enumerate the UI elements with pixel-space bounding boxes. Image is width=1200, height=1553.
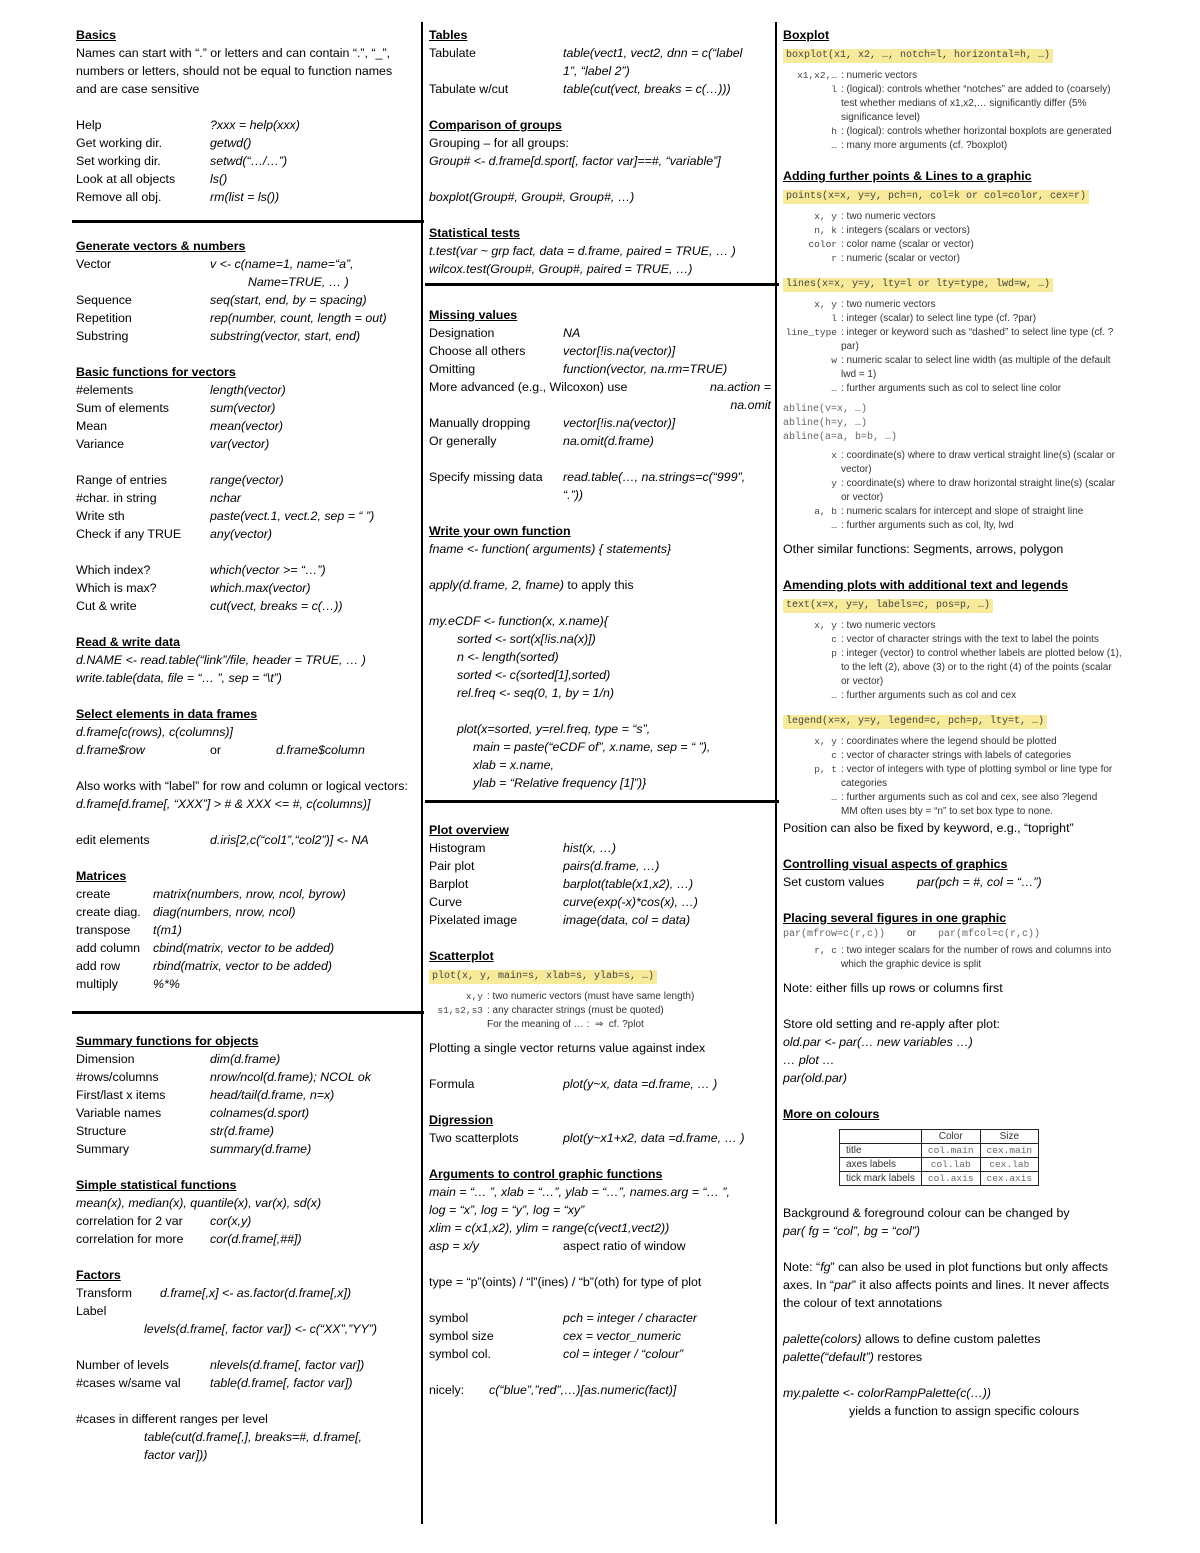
row-paste: Write sth paste(vect.1, vect.2, sep = “ ”) — [76, 509, 375, 523]
code-restore-par: par(old.par) — [783, 1071, 848, 1085]
section-comparison — [429, 116, 771, 206]
row-rm: Remove all obj. rm(list = ls()) — [76, 190, 280, 204]
section-boxplot — [783, 26, 1123, 153]
column-1 — [76, 26, 416, 1524]
column-3 — [783, 26, 1123, 1524]
heading-select-elements: Select elements in data frames — [76, 707, 258, 721]
row-sum: Sum of elements sum(vector) — [76, 401, 276, 415]
row-asp: asp = x/y aspect ratio of window — [429, 1239, 686, 1253]
row-two-scatter: Two scatterplots plot(y~x1+x2, data =d.frame, … ) — [429, 1131, 745, 1145]
section-visual-aspects — [783, 855, 1123, 891]
row-transpose: transpose t(m1) — [76, 923, 182, 937]
section-statistical-functions — [76, 1176, 416, 1248]
code-ecdf-9: ylab = “Relative frequency [1]”)} — [473, 776, 647, 790]
column-2 — [429, 26, 771, 1524]
row-image: Pixelated image image(data, col = data) — [429, 913, 691, 927]
points-signature: points(x=x, y=y, pch=n, col=k or col=color, cex=r) — [783, 190, 1089, 204]
text-signature: text(x=x, y=y, labels=c, pos=p, …) — [783, 599, 993, 613]
row-multiply: multiply %*% — [76, 977, 180, 991]
section-factors — [76, 1266, 416, 1464]
heading-factors: Factors — [76, 1268, 121, 1282]
section-points-lines — [783, 167, 1123, 558]
section-digression — [429, 1111, 771, 1147]
text-args: x, y : two numeric vectors c : vector of character strings with the text to label the points p : integer (vector) to control whether labels are plotted below (1), to the left (2), above (3) or to the right (4) of the points (scalar or vector) … : further arguments such as col and cex — [814, 620, 1125, 701]
heading-visual-aspects: Controlling visual aspects of graphics — [783, 857, 1008, 871]
type-line: type = “p”(oints) / “l”(ines) / “b”(oth) for type of plot — [429, 1275, 702, 1289]
abline-args: x : coordinate(s) where to draw vertical straight line(s) (scalar or vector) y : coordinate(s) where to draw horizontal straight line(s) (scalar or vector) a, b : numeric scalars for intercept and slope of straight line … : further arguments such as col, lty, lwd — [814, 450, 1118, 531]
row-symbol: symbol pch = integer / character — [429, 1311, 697, 1325]
row-ls: Look at all objects ls() — [76, 172, 228, 186]
column-divider-2 — [775, 22, 777, 1524]
heading-points-lines: Adding further points & Lines to a graphic — [783, 169, 1032, 183]
row-length: #elements length(vector) — [76, 383, 286, 397]
code-ecdf-7: main = paste(“eCDF of”, x.name, sep = “ ”), — [473, 740, 711, 754]
mfrow-args: r, c : two integer scalars for the number of rows and columns into which the graphic device is split — [814, 945, 1114, 970]
fg-note: Note: “fg” can also be used in plot functions but only affects axes. In “par” it also affects points and lines. It never affects the colour of text annotations — [783, 1260, 1110, 1310]
code-write-table: write.table(data, file = “… ”, sep = “\t”) — [76, 671, 282, 685]
row-setwd: Set working dir. setwd(“…/…”) — [76, 154, 288, 168]
row-designation: Designation NA — [429, 326, 581, 340]
divider — [72, 220, 424, 223]
row-choose-others: Choose all others vector[!is.na(vector)] — [429, 344, 676, 358]
section-tests — [429, 224, 771, 278]
divider — [72, 1011, 424, 1014]
row-table-factor: #cases w/same val table(d.frame[, factor var]) — [76, 1376, 353, 1390]
code-color-ramp: my.palette <- colorRampPalette(c(…)) — [783, 1386, 992, 1400]
section-select-elements — [76, 705, 416, 849]
row-nicely: nicely: c(“blue”,”red”,…)[as.numeric(fact)] — [429, 1383, 677, 1397]
section-plot-overview — [429, 821, 771, 929]
heading-basic-functions: Basic functions for vectors — [76, 365, 236, 379]
code-wilcox: wilcox.test(Group#, Group#, paired = TRUE, …) — [429, 262, 693, 276]
position-note: Position can also be fixed by keyword, e.g., “topright” — [783, 821, 1074, 835]
fill-order-note: Note: either fills up rows or columns first — [783, 981, 1003, 995]
legend-signature: legend(x=x, y=y, legend=c, pch=p, lty=t, …) — [783, 715, 1047, 729]
heading-tests: Statistical tests — [429, 226, 520, 240]
heading-several-figures: Placing several figures in one graphic — [783, 911, 1007, 925]
row-repetition: Repetition rep(number, count, length = out) — [76, 311, 387, 325]
heading-basics: Basics — [76, 28, 116, 42]
code-cases-ranges: table(cut(d.frame[,], breaks=#, d.frame[, factor var])) — [144, 1430, 362, 1462]
row-which: Which index? which(vector >= “…”) — [76, 563, 326, 577]
heading-graphic-arguments: Arguments to control graphic functions — [429, 1167, 663, 1181]
code-logical-select: d.frame[d.frame[, “XXX”] > # & XXX <= #, c(columns)] — [76, 797, 371, 811]
row-head: First/last x items head/tail(d.frame, n=x) — [76, 1088, 335, 1102]
heading-boxplot: Boxplot — [783, 28, 830, 42]
row-which-max: Which is max? which.max(vector) — [76, 581, 311, 595]
row-rbind: add row rbind(matrix, vector to be added) — [76, 959, 333, 973]
row-dim: Dimension dim(d.frame) — [76, 1052, 281, 1066]
cases-ranges-label: #cases in different ranges per level — [76, 1412, 268, 1426]
store-settings-label: Store old setting and re-apply after plot: — [783, 1017, 1000, 1031]
section-matrices — [76, 867, 416, 993]
code-boxplot-groups: boxplot(Group#, Group#, Group#, …) — [429, 190, 635, 204]
row-tabulate: Tabulate table(vect1, vect2, dnn = c(“label 1”, “label 2”) — [429, 46, 743, 78]
legend-args: x, y : coordinates where the legend should be plotted c : vector of character strings with labels of categories p, t : vector of integers with type of plotting symbol or line type for categories … : further arguments such as col and cex, see also ?legend MM often uses bty = “n” to set box type to none. — [814, 736, 1116, 817]
row-specify-missing: Specify missing data read.table(…, na.strings=c(“999”, “.”)) — [429, 470, 746, 502]
row-pairs: Pair plot pairs(d.frame, …) — [429, 859, 660, 873]
row-nrow: #rows/columns nrow/ncol(d.frame); NCOL ok — [76, 1070, 371, 1084]
code-lim: xlim = c(x1,x2), ylim = range(c(vect1,vect2)) — [429, 1221, 670, 1235]
row-set-custom: Set custom values par(pch = #, col = “…”) — [783, 875, 1042, 889]
section-graphic-arguments — [429, 1165, 771, 1399]
section-amending-plots — [783, 576, 1123, 837]
row-str: Structure str(d.frame) — [76, 1124, 275, 1138]
code-levels: levels(d.frame[, factor var]) <- c(“XX”,”YY”) — [144, 1322, 378, 1336]
heading-tables: Tables — [429, 28, 468, 42]
row-formula: Formula plot(y~x, data =d.frame, … ) — [429, 1077, 718, 1091]
row-any: Check if any TRUE any(vector) — [76, 527, 272, 541]
code-ecdf-8: xlab = x.name, — [473, 758, 554, 772]
code-basic-stats: mean(x), median(x), quantile(x), var(x), sd(x) — [76, 1196, 322, 1210]
abline-signatures: abline(v=x, …) abline(h=y, …) abline(a=a, b=b, …) — [783, 404, 898, 443]
heading-amending-plots: Amending plots with additional text and legends — [783, 578, 1068, 592]
single-vector-note: Plotting a single vector returns value against index — [429, 1041, 706, 1055]
row-mean: Mean mean(vector) — [76, 419, 283, 433]
row-nchar: #char. in string nchar — [76, 491, 241, 505]
other-functions-note: Other similar functions: Segments, arrows, polygon — [783, 542, 1064, 556]
boxplot-signature: boxplot(x1, x2, …, notch=l, horizontal=h, …) — [783, 49, 1053, 63]
code-ecdf-5: rel.freq <- seq(0, 1, by = 1/n) — [457, 686, 615, 700]
row-manual-drop: Manually dropping vector[!is.na(vector)] — [429, 416, 676, 430]
section-basic-functions — [76, 363, 416, 615]
section-own-function — [429, 522, 771, 792]
row-colnames: Variable names colnames(d.sport) — [76, 1106, 310, 1120]
row-omitting: Omitting function(vector, na.rm=TRUE) — [429, 362, 728, 376]
divider — [425, 283, 779, 286]
heading-summary-functions: Summary functions for objects — [76, 1034, 259, 1048]
heading-statistical-functions: Simple statistical functions — [76, 1178, 237, 1192]
row-getwd: Get working dir. getwd() — [76, 136, 252, 150]
row-range: Range of entries range(vector) — [76, 473, 284, 487]
heading-plot-overview: Plot overview — [429, 823, 509, 837]
background-foreground-note: Background & foreground colour can be changed by — [783, 1206, 1070, 1220]
palette-default-line: palette(“default”) restores — [783, 1350, 923, 1364]
code-t-test: t.test(var ~ grp fact, data = d.frame, paired = TRUE, … ) — [429, 244, 736, 258]
label-label: Label — [76, 1304, 107, 1318]
heading-matrices: Matrices — [76, 869, 127, 883]
code-select-rows-cols: d.frame[c(rows), c(columns)] — [76, 725, 233, 739]
heading-digression: Digression — [429, 1113, 494, 1127]
row-curve: Curve curve(exp(-x)*cos(x), …) — [429, 895, 698, 909]
section-read-write — [76, 633, 416, 687]
row-generally: Or generally na.omit(d.frame) — [429, 434, 654, 448]
color-ramp-note: yields a function to assign specific colours — [849, 1404, 1080, 1418]
row-cut: Cut & write cut(vect, breaks = c(…)) — [76, 599, 343, 613]
colour-size-table: Color Size title col.main cex.main axes labels col.lab cex.lab tick mark labels col.axis cex.axis — [839, 1129, 1039, 1186]
code-grouping: Group# <- d.frame[d.sport[, factor var]==#, “variable”] — [429, 154, 721, 168]
apply-line: apply(d.frame, 2, fname) to apply this — [429, 578, 634, 592]
section-scatterplot — [429, 947, 771, 1093]
code-old-par: old.par <- par(… new variables …) — [783, 1035, 973, 1049]
grouping-label: Grouping – for all groups: — [429, 136, 569, 150]
section-summary-functions — [76, 1032, 416, 1158]
row-cbind: add column cbind(matrix, vector to be added) — [76, 941, 335, 955]
code-read-table: d.NAME <- read.table(“link”/file, header = TRUE, … ) — [76, 653, 366, 667]
row-summary: Summary summary(d.frame) — [76, 1142, 312, 1156]
section-tables — [429, 26, 771, 98]
row-symbol-col: symbol col. col = integer / “colour” — [429, 1347, 684, 1361]
code-labels: main = “… ”, xlab = “…”, ylab = “…”, names.arg = “… ”, — [429, 1185, 730, 1199]
code-ecdf-1: my.eCDF <- function(x, x.name){ — [429, 614, 608, 628]
heading-missing-values: Missing values — [429, 308, 518, 322]
row-edit-elements: edit elements d.iris[2,c(“col1”,“col2”)] <- NA — [76, 833, 369, 847]
section-generate-vectors — [76, 237, 416, 345]
row-hist: Histogram hist(x, …) — [429, 841, 617, 855]
scatterplot-signature: plot(x, y, main=s, xlab=s, ylab=s, …) — [429, 970, 657, 984]
row-cormore: correlation for more cor(d.frame[,##]) — [76, 1232, 302, 1246]
heading-generate-vectors: Generate vectors & numbers — [76, 239, 246, 253]
row-substring: Substring substring(vector, start, end) — [76, 329, 361, 343]
row-matrix: create matrix(numbers, nrow, ncol, byrow) — [76, 887, 346, 901]
section-basics — [76, 26, 416, 206]
row-vector: Vector v <- c(name=1, name=“a”, Name=TRUE, … ) — [76, 257, 354, 289]
row-barplot: Barplot barplot(table(x1,x2), …) — [429, 877, 694, 891]
column-divider-1 — [421, 22, 423, 1524]
basics-description: Names can start with “.” or letters and can contain “.”, “_”, numbers or letters, should not be equal to function names and are case sensitive — [76, 46, 393, 96]
code-ecdf-2: sorted <- sort(x[!is.na(x)]) — [457, 632, 596, 646]
heading-read-write: Read & write data — [76, 635, 180, 649]
code-ecdf-3: n <- length(sorted) — [457, 650, 559, 664]
boxplot-args: x1,x2,… : numeric vectors l : (logical): controls whether “notches” are added to (coarsely) test whether medians of x1,x2,… significantly differ (5% significance level) h : (logical): controls whether horizontal boxplots are generated … : many more arguments (cf. ?boxplot) — [797, 70, 1114, 151]
row-nlevels: Number of levels nlevels(d.frame[, factor var]) — [76, 1358, 365, 1372]
code-plot: … plot … — [783, 1053, 835, 1067]
heading-own-function: Write your own function — [429, 524, 571, 538]
code-log: log = “x”, log = “y”, log = “xy” — [429, 1203, 585, 1217]
code-ecdf-4: sorted <- c(sorted[1],sorted) — [457, 668, 611, 682]
row-tabulate-cut: Tabulate w/cut table(cut(vect, breaks = c(…))) — [429, 82, 731, 96]
row-help: Help ?xxx = help(xxx) — [76, 118, 300, 132]
select-logical-note: Also works with “label” for row and column or logical vectors: — [76, 779, 408, 793]
divider — [425, 800, 779, 803]
section-several-figures — [783, 909, 1123, 1087]
code-par-fg-bg: par( fg = “col”, bg = “col”) — [783, 1224, 921, 1238]
row-dollar-access: d.frame$row or d.frame$column — [76, 743, 365, 757]
section-colours — [783, 1105, 1123, 1420]
code-function-def: fname <- function( arguments) { statements} — [429, 542, 672, 556]
code-ecdf-6: plot(x=sorted, y=rel.freq, type = “s”, — [457, 722, 651, 736]
points-args: x, y : two numeric vectors n, k : integers (scalars or vectors) color : color name (scalar or vector) r : numeric (scalar or vector) — [808, 211, 974, 264]
heading-colours: More on colours — [783, 1107, 880, 1121]
row-transform: Transform d.frame[,x] <- as.factor(d.frame[,x]) — [76, 1286, 352, 1300]
heading-scatterplot: Scatterplot — [429, 949, 494, 963]
row-symbol-size: symbol size cex = vector_numeric — [429, 1329, 682, 1343]
row-sequence: Sequence seq(start, end, by = spacing) — [76, 293, 367, 307]
heading-comparison: Comparison of groups — [429, 118, 562, 132]
lines-args: x, y : two numeric vectors l : integer (scalar) to select line type (cf. ?par) line_type : integer or keyword such as “dashed” to select line type (cf. ?par) w : numeric scalar to select line width (as multiple of the default lwd = 1) … : further arguments such as col to select line color — [785, 299, 1114, 394]
row-diag: create diag. diag(numbers, nrow, ncol) — [76, 905, 296, 919]
par-mfrow-signatures: par(mfrow=c(r,c)) or par(mfcol=c(r,c)) — [783, 928, 1040, 940]
row-advanced: More advanced (e.g., Wilcoxon) use na.action = na.omit — [429, 380, 771, 412]
scatterplot-args: x,y : two numeric vectors (must have same length) s1,s2,s3 : any character strings (must be quoted) For the meaning of … : ⇒ cf. ?plot — [437, 991, 695, 1030]
row-cor2: correlation for 2 var cor(x,y) — [76, 1214, 252, 1228]
palette-line: palette(colors) allows to define custom palettes — [783, 1332, 1041, 1346]
row-var: Variance var(vector) — [76, 437, 270, 451]
lines-signature: lines(x=x, y=y, lty=l or lty=type, lwd=w, …) — [783, 278, 1053, 292]
section-missing-values — [429, 306, 771, 504]
